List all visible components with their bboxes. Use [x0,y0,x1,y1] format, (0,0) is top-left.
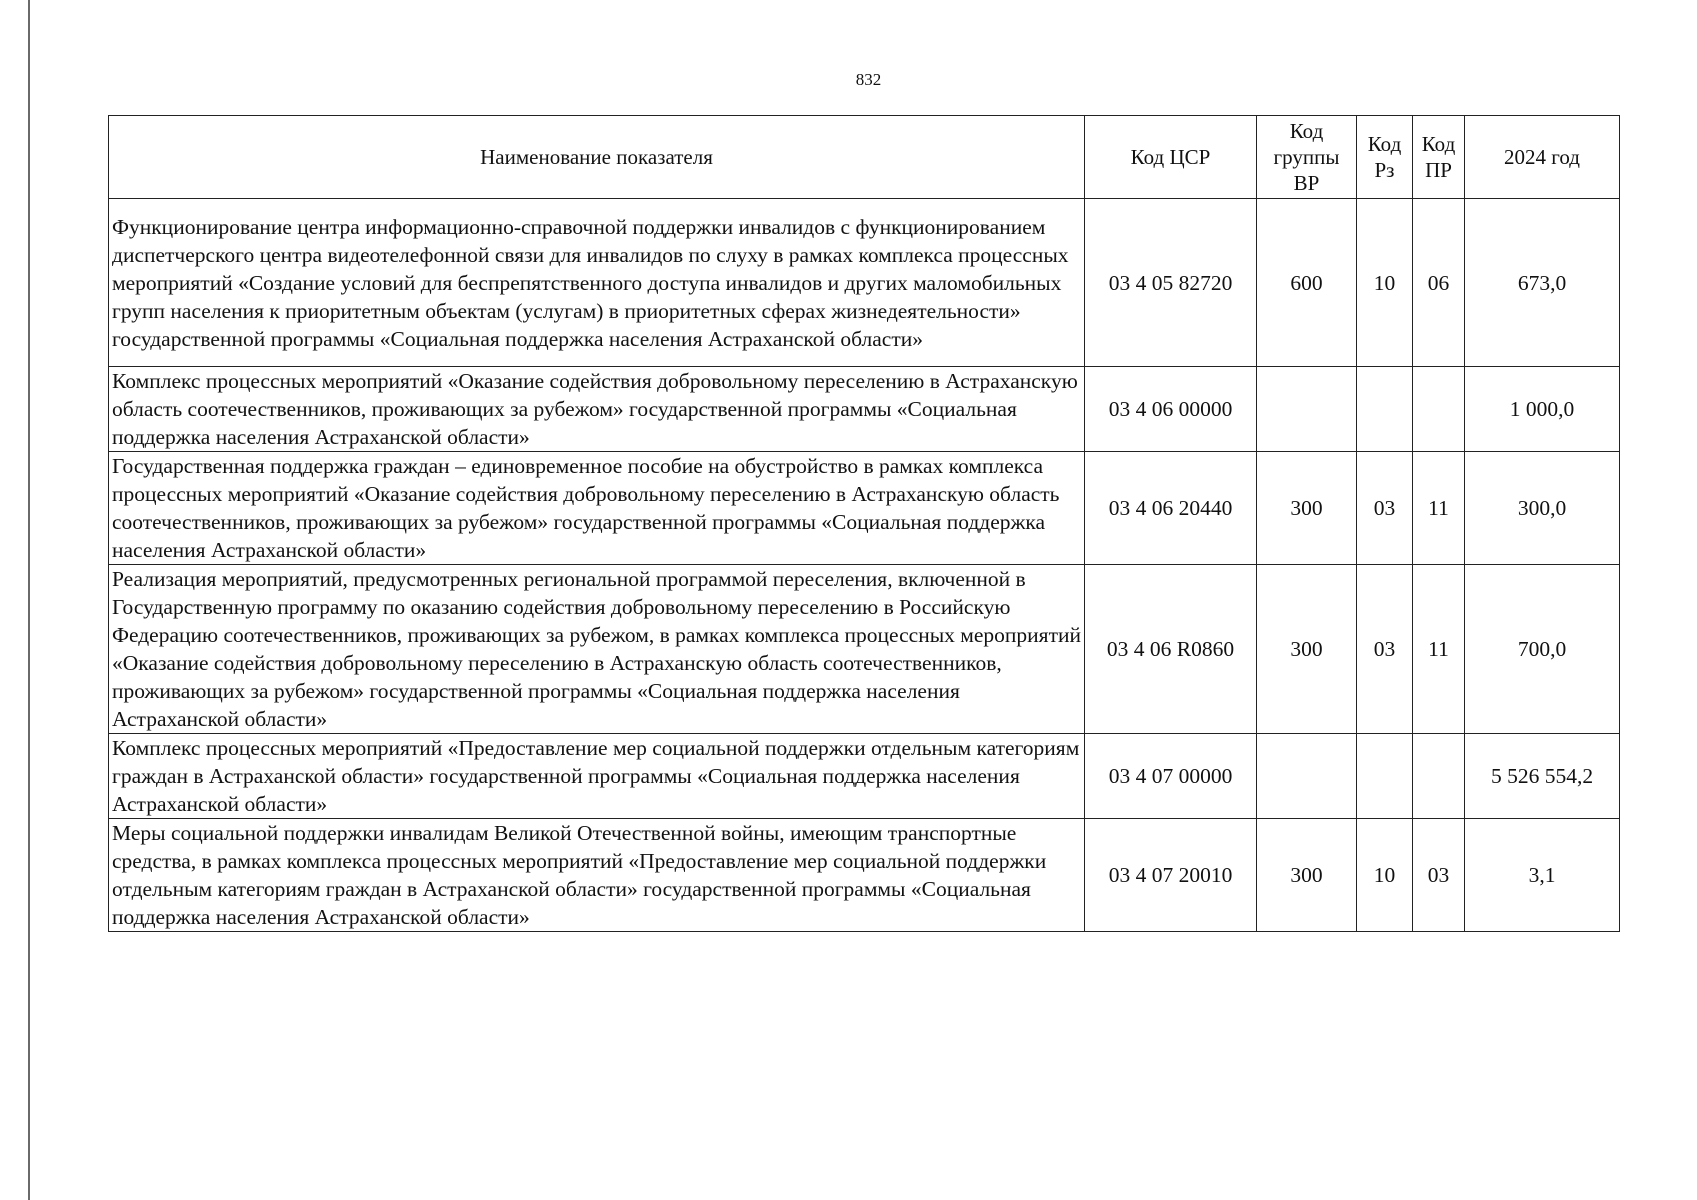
table-row [109,565,1620,734]
budget-table [108,115,1620,932]
column-header-name: Наименование показателя [109,116,1085,199]
pr-code-cell [1413,367,1465,452]
column-header-pr: Код ПР [1413,116,1465,199]
indicator-name-cell: Реализация мероприятий, предусмотренных региональной программой переселения, включенной в Государственную программу по оказанию содействия добровольному переселению в Российскую Федерацию соотечественников, проживающих за рубежом, в рамках комплекса процессных мероприятий «Оказание содействия добровольному переселению в Астраханскую область соотечественников, проживающих за рубежом» государственной программы «Социальная поддержка населения Астраханской области» [109,565,1085,734]
table-row [109,367,1620,452]
rz-code-cell: 03 [1357,452,1413,565]
indicator-name-cell: Государственная поддержка граждан – единовременное пособие на обустройство в рамках комплекса процессных мероприятий «Оказание содействия добровольному переселению в Астраханскую область соотечественников, проживающих за рубежом» государственной программы «Социальная поддержка населения Астраханской области» [109,452,1085,565]
rz-code-cell: 10 [1357,199,1413,367]
vr-code-cell: 600 [1257,199,1357,367]
pr-code-cell: 11 [1413,452,1465,565]
indicator-name-cell: Комплекс процессных мероприятий «Предоставление мер социальной поддержки отдельным категориям граждан в Астраханской области» государственной программы «Социальная поддержка населения Астраханской области» [109,734,1085,819]
vr-code-cell [1257,367,1357,452]
amount-cell: 3,1 [1465,819,1620,932]
vr-code-cell: 300 [1257,565,1357,734]
csr-code-cell: 03 4 06 20440 [1085,452,1257,565]
pr-code-cell [1413,734,1465,819]
csr-code-cell: 03 4 07 00000 [1085,734,1257,819]
amount-cell: 700,0 [1465,565,1620,734]
amount-cell: 300,0 [1465,452,1620,565]
column-header-year: 2024 год [1465,116,1620,199]
csr-code-cell: 03 4 07 20010 [1085,819,1257,932]
indicator-name-cell: Меры социальной поддержки инвалидам Великой Отечественной войны, имеющим транспортные средства, в рамках комплекса процессных мероприятий «Предоставление мер социальной поддержки отдельным категориям граждан в Астраханской области» государственной программы «Социальная поддержка населения Астраханской области» [109,819,1085,932]
rz-code-cell: 03 [1357,565,1413,734]
amount-cell: 1 000,0 [1465,367,1620,452]
rz-code-cell [1357,734,1413,819]
column-header-vr: Код группы ВР [1257,116,1357,199]
indicator-name-cell: Функционирование центра информационно-справочной поддержки инвалидов с функционированием диспетчерского центра видеотелефонной связи для инвалидов по слуху в рамках комплекса процессных мероприятий «Создание условий для беспрепятственного доступа инвалидов и других маломобильных групп населения к приоритетным объектам (услугам) в приоритетных сферах жизнедеятельности» государственной программы «Социальная поддержка населения Астраханской области» [109,199,1085,367]
amount-cell: 673,0 [1465,199,1620,367]
pr-code-cell: 03 [1413,819,1465,932]
pr-code-cell: 11 [1413,565,1465,734]
table-row [109,452,1620,565]
page-number: 832 [855,70,882,89]
column-header-rz: Код Рз [1357,116,1413,199]
csr-code-cell: 03 4 06 00000 [1085,367,1257,452]
binding-edge-line [28,0,30,1200]
csr-code-cell: 03 4 05 82720 [1085,199,1257,367]
rz-code-cell: 10 [1357,819,1413,932]
vr-code-cell: 300 [1257,819,1357,932]
table-header-row [109,116,1620,199]
table-row [109,734,1620,819]
indicator-name-cell: Комплекс процессных мероприятий «Оказание содействия добровольному переселению в Астраханскую область соотечественников, проживающих за рубежом» государственной программы «Социальная поддержка населения Астраханской области» [109,367,1085,452]
pr-code-cell: 06 [1413,199,1465,367]
rz-code-cell [1357,367,1413,452]
table-row [109,199,1620,367]
column-header-csr: Код ЦСР [1085,116,1257,199]
amount-cell: 5 526 554,2 [1465,734,1620,819]
vr-code-cell [1257,734,1357,819]
csr-code-cell: 03 4 06 R0860 [1085,565,1257,734]
vr-code-cell: 300 [1257,452,1357,565]
table-row [109,819,1620,932]
